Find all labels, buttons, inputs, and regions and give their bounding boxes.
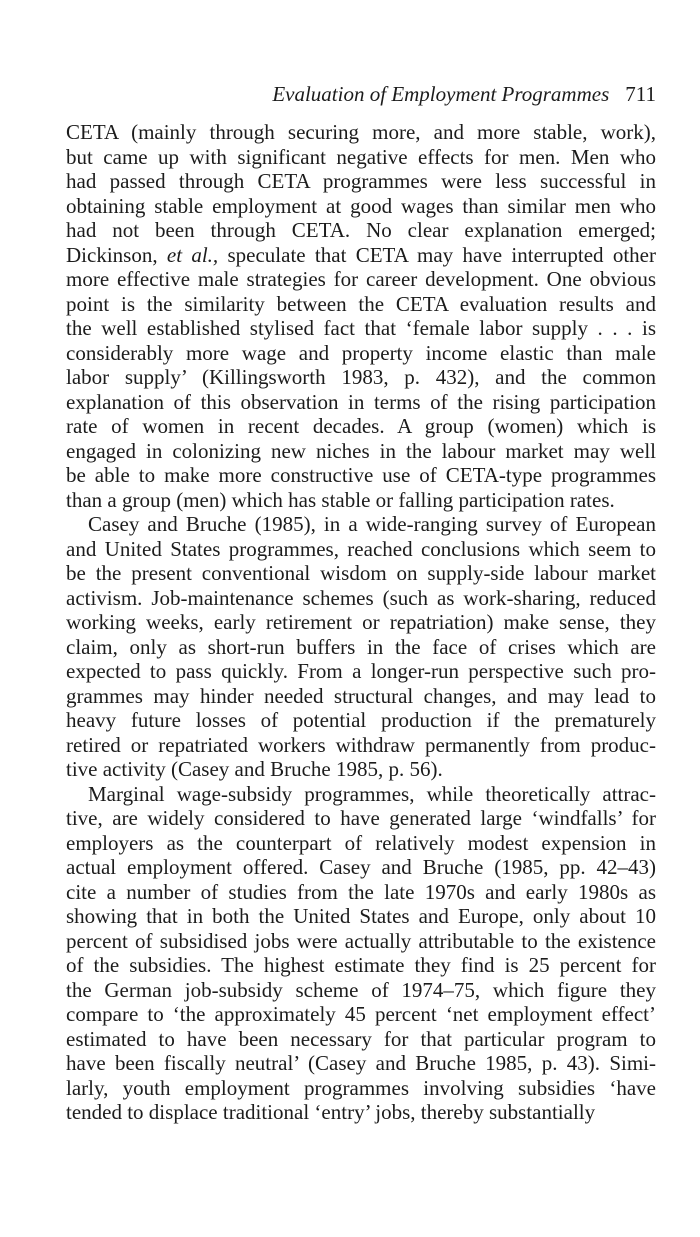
italic-et-al: et al.,	[166, 242, 219, 267]
paragraph-2	[66, 512, 656, 782]
text-line: had passed through CETA programmes were less successful in	[66, 169, 656, 193]
text-line: had not been through CETA. No clear explanation emerged;	[66, 218, 656, 242]
text-line: but came up with significant negative effects for men. Men who	[66, 144, 656, 169]
text-line: point is the similarity between the CETA evaluation results and	[66, 291, 656, 316]
text-line: grammes may hinder needed structural changes, and may lead to	[66, 683, 656, 708]
text-line: obtaining stable employment at good wages than similar men who	[66, 193, 656, 218]
paragraph-1	[66, 120, 656, 512]
text-line: activism. Job-maintenance schemes (such as work-sharing, reduced	[66, 585, 656, 610]
text-line: tive activity (Casey and Bruche 1985, p. 56).	[66, 757, 443, 781]
text-line: working weeks, early retirement or repatriation) make sense, they	[66, 610, 656, 634]
text-line: engaged in colonizing new niches in the labour market may well	[66, 438, 656, 463]
text-line: more effective male strategies for career development. One obvious	[66, 267, 656, 291]
text-line: tive, are widely considered to have generated large ‘windfalls’ for	[66, 806, 656, 830]
text-line: employers as the counterpart of relatively modest expension in	[66, 830, 656, 855]
text-line: estimated to have been necessary for that particular program to	[66, 1026, 656, 1051]
text-line: be able to make more constructive use of CETA-type programmes	[66, 463, 656, 487]
text-line: have been fiscally neutral’ (Casey and Bruche 1985, p. 43). Simi-	[66, 1051, 656, 1075]
text-line: Marginal wage-subsidy programmes, while theoretically attrac-	[88, 781, 656, 806]
text-line: explanation of this observation in terms of the rising participation	[66, 389, 656, 414]
paragraph-3	[66, 782, 656, 1125]
text-line: showing that in both the United States and Europe, only about 10	[66, 904, 656, 928]
text-line: tended to displace traditional ‘entry’ jobs, thereby substantially	[66, 1100, 596, 1124]
text-line: the well established stylised fact that ‘female labor supply . . . is	[66, 316, 656, 340]
text-line: larly, youth employment programmes involving subsidies ‘have	[66, 1075, 656, 1100]
text-line: considerably more wage and property income elastic than male	[66, 340, 656, 365]
text-line: CETA (mainly through securing more, and more stable, work),	[66, 120, 656, 144]
text-line: percent of subsidised jobs were actually attributable to the existence	[66, 928, 656, 953]
text-line: claim, only as short-run buffers in the face of crises which are	[66, 634, 656, 659]
text-line: cite a number of studies from the late 1970s and early 1980s as	[66, 879, 656, 904]
page-number: 711	[625, 82, 656, 106]
text-line: be the present conventional wisdom on supply-side labour market	[66, 561, 656, 585]
text-line: the German job-subsidy scheme of 1974–75, which figure they	[66, 977, 656, 1002]
text-line: retired or repatriated workers withdraw permanently from produc-	[66, 732, 656, 757]
text-line: than a group (men) which has stable or falling participation rates.	[66, 487, 615, 512]
text-line: labor supply’ (Killingsworth 1983, p. 432), and the common	[66, 365, 656, 389]
text-line: and United States programmes, reached conclusions which seem to	[66, 536, 656, 561]
text-line: Casey and Bruche (1985), in a wide-ranging survey of European	[88, 512, 656, 536]
text-line: compare to ‘the approximately 45 percent ‘net employment effect’	[66, 1002, 656, 1026]
text-line: expected to pass quickly. From a longer-run perspective such pro-	[66, 659, 656, 683]
running-head	[66, 80, 656, 108]
text-line: heavy future losses of potential production if the prematurely	[66, 708, 656, 732]
text-line: of the subsidies. The highest estimate they find is 25 percent for	[66, 953, 656, 977]
body-text	[66, 120, 656, 1125]
text-line: actual employment offered. Casey and Bruche (1985, pp. 42–43)	[66, 855, 656, 879]
text-line: Dickinson, et al., speculate that CETA may have interrupted other	[66, 242, 656, 267]
text-line: rate of women in recent decades. A group (women) which is	[66, 414, 656, 438]
running-title: Evaluation of Employment Programmes	[272, 82, 610, 106]
